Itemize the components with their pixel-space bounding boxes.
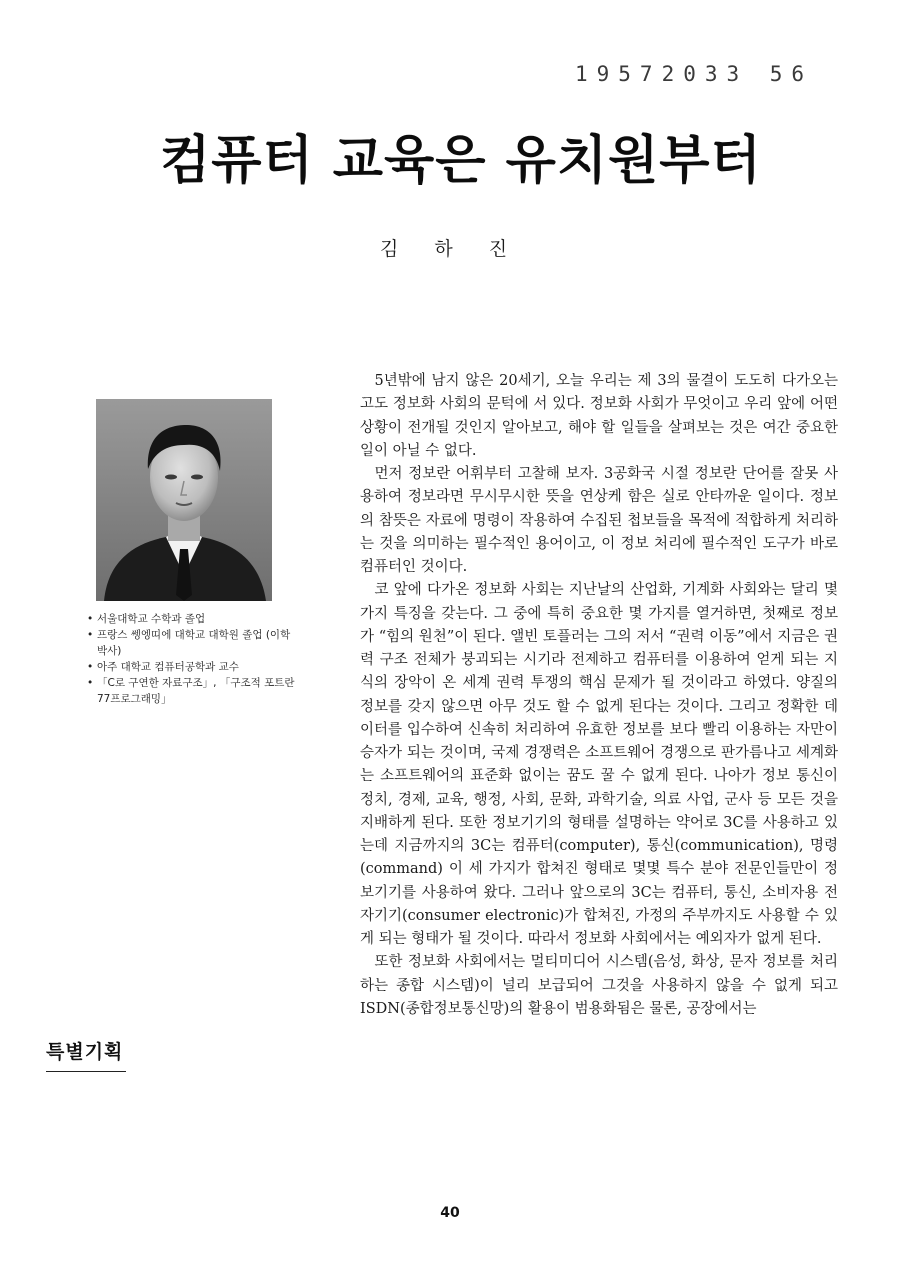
body-paragraph: 또한 정보화 사회에서는 멀티미디어 시스템(음성, 화상, 문자 정보를 처리하는 종합 시스템)이 널리 보급되어 그것을 사용하지 않을 수 없게 되고 ISDN(종합정보통신망)의 활용이 범용화됨은 물론, 공장에서는 bbox=[360, 954, 838, 1017]
bio-item: • 아주 대학교 컴퓨터공학과 교수 bbox=[86, 659, 296, 675]
body-paragraph: 코 앞에 다가온 정보화 사회는 지난날의 산업화, 기계화 사회와는 달리 몇 가지 특징을 갖는다. 그 중에 특히 중요한 몇 가지를 열거하면, 첫째로 정보가 “힘의 원천”이 된다. 앨빈 토플러는 그의 저서 “권력 이동”에서 지금은 권력 구조 전체가 붕괴되는 시기라 전제하고 컴퓨터를 이용하여 얻게 되는 지식의 장악이 온 세계 권력 투쟁의 핵심 문제가 될 것이라고 하였다. 양질의 정보를 갖지 않으면 아무 것도 할 수 없게 된다는 것이다. 그리고 정확한 데이터를 입수하여 신속히 처리하여 유효한 정보를 보다 빨리 이용하는 자만이 승자가 되는 것이며, 국제 경쟁력은 소프트웨어 경쟁으로 판가름나고 세계화는 소프트웨어의 표준화 없이는 꿈도 꿀 수 없게 된다. 나아가 정보 통신이 정치, 경제, 교육, 행정, 사회, 문화, 과학기술, 의료 사업, 군사 등 모든 것을 지배하게 된다. 또한 정보기기의 형태를 설명하는 약어로 3C를 사용하고 있는데 지금까지의 3C는 컴퓨터(computer), 통신(communication), 명령(command) 이 세 가지가 합쳐진 형태로 몇몇 특수 분야 전문인들만이 정보기기를 사용하여 왔다. 그러나 앞으로의 3C는 컴퓨터, 통신, 소비자용 전자기기(consumer electronic)가 합쳐진, 가정의 주부까지도 사용할 수 있게 되는 형태가 될 것이다. 따라서 정보화 사회에서는 예외자가 없게 된다. bbox=[360, 582, 838, 947]
section-tag bbox=[46, 1037, 126, 1072]
article-title: 컴퓨터 교육은 유치원부터 bbox=[160, 131, 762, 191]
page-number: 40 bbox=[440, 1205, 460, 1221]
author-portrait bbox=[96, 399, 272, 601]
author-bio bbox=[86, 611, 296, 707]
portrait-image bbox=[96, 399, 272, 601]
section-tag-label: 특별기획 bbox=[46, 1041, 124, 1063]
article-body bbox=[360, 370, 838, 1021]
bio-item: • 「C로 구연한 자료구조」, 「구조적 포트란 77프로그래밍」 bbox=[86, 675, 296, 707]
bio-item: • 서울대학교 수학과 졸업 bbox=[86, 611, 296, 627]
author-name: 김 하 진 bbox=[380, 238, 523, 260]
document-code: 19572033 56 bbox=[575, 62, 814, 86]
body-paragraph: 5년밖에 남지 않은 20세기, 오늘 우리는 제 3의 물결이 도도히 다가오는 고도 정보화 사회의 문턱에 서 있다. 정보화 사회가 무엇이고 우리 앞에 어떤 상황이 전개될 것인지 알아보고, 해야 할 일들을 살펴보는 것은 여간 중요한 일이 아닐 수 없다. bbox=[360, 373, 838, 459]
bio-item: • 프랑스 쎙엥띠에 대학교 대학원 졸업 (이학박사) bbox=[86, 627, 296, 659]
body-paragraph: 먼저 정보란 어휘부터 고찰해 보자. 3공화국 시절 정보란 단어를 잘못 사용하여 정보라면 무시무시한 뜻을 연상케 함은 실로 안타까운 일이다. 정보의 참뜻은 자료에 명령이 작용하여 수집된 첩보들을 목적에 적합하게 처리하는 것을 의미하는 필수적인 용어이고, 이 정보 처리에 필수적인 도구가 바로 컴퓨터인 것이다. bbox=[360, 466, 838, 575]
